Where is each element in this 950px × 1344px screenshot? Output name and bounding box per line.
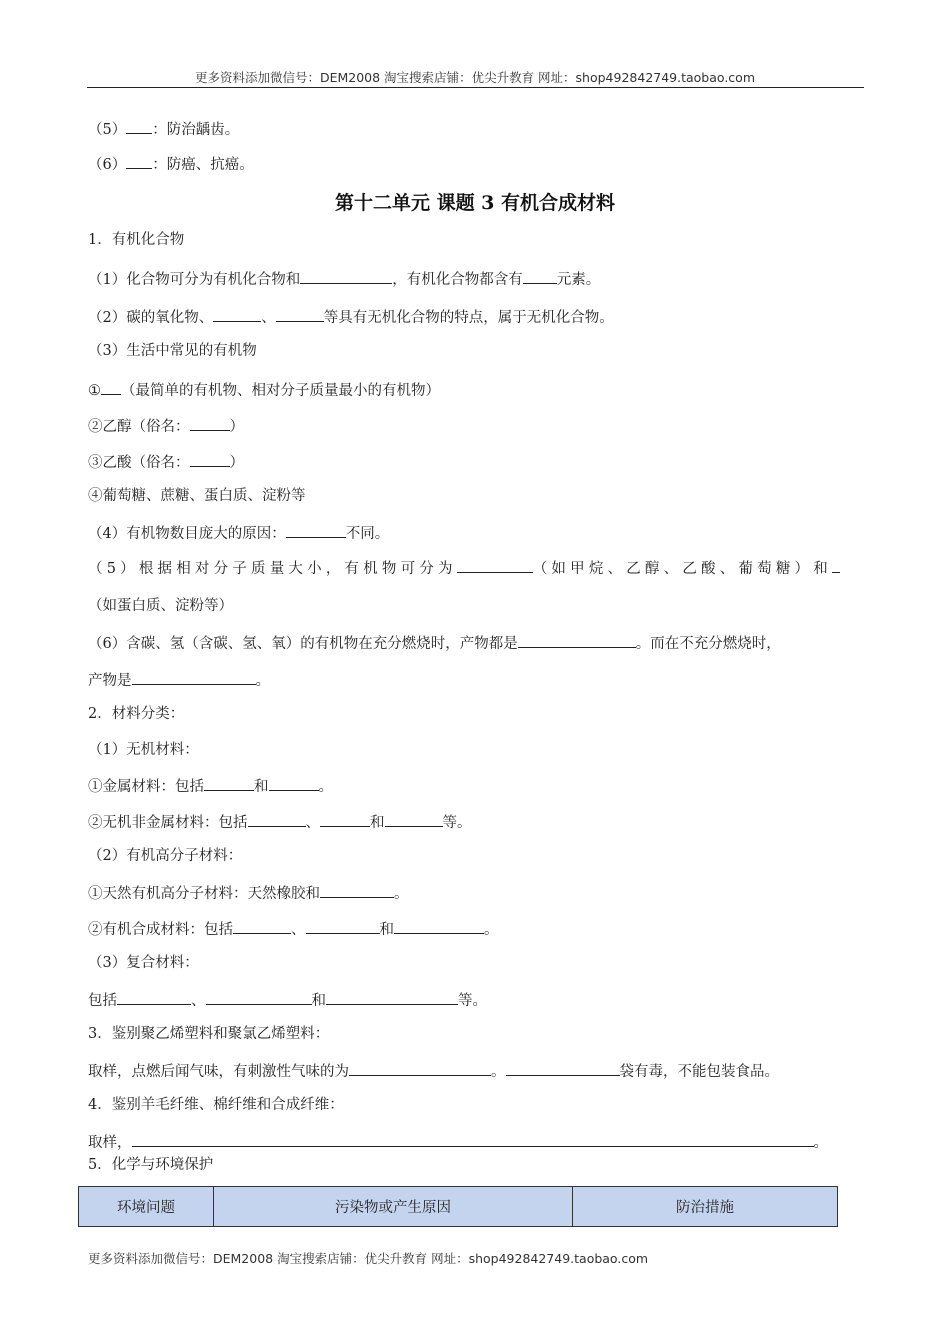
blank[interactable] xyxy=(457,557,533,573)
blank[interactable] xyxy=(300,268,392,284)
s2-natural: ①天然有机高分子材料：天然橡胶和 。 xyxy=(88,882,409,904)
s1-question-2: （2）碳的氧化物、 、 等具有无机化合物的特点，属于无机化合物。 xyxy=(88,306,614,328)
prev-item-5: （5） ：防治龋齿。 xyxy=(88,118,239,140)
blank[interactable] xyxy=(385,811,443,827)
s1-item-4: ④葡萄糖、蔗糖、蛋白质、淀粉等 xyxy=(88,488,306,504)
s2-part-2: （2）有机高分子材料： xyxy=(88,848,243,864)
page-header: 更多资料添加微信号：DEM2008 淘宝搜索店铺：优尖升教育 网址：shop492842749.taobao.com xyxy=(194,70,756,85)
s1-item-1: ① （最简单的有机物、相对分子质量最小的有机物） xyxy=(88,379,440,401)
blank[interactable] xyxy=(126,153,152,169)
s1-question-1: （1）化合物可分为有机化合物和 ，有机化合物都含有 元素。 xyxy=(88,268,600,290)
blank[interactable] xyxy=(306,918,380,934)
s2-metal: ①金属材料：包括 和 。 xyxy=(88,775,333,797)
s1-question-5-cont: （如蛋白质、淀粉等） xyxy=(88,598,233,614)
blank[interactable] xyxy=(117,989,191,1005)
blank[interactable] xyxy=(233,918,291,934)
blank[interactable] xyxy=(286,522,346,538)
s1-item-3: ③乙酸（俗名： ） xyxy=(88,451,244,473)
section-3-heading: 3．鉴别聚乙烯塑料和聚氯乙烯塑料： xyxy=(88,1026,330,1042)
section-5-heading: 5．化学与环境保护 xyxy=(88,1157,214,1173)
blank[interactable] xyxy=(190,415,230,431)
prev-item-6: （6） ：防癌、抗癌。 xyxy=(88,153,254,175)
blank[interactable] xyxy=(326,989,458,1005)
section-1-heading: 1．有机化合物 xyxy=(88,232,185,248)
blank[interactable] xyxy=(523,268,557,284)
s2-synthetic: ②有机合成材料：包括 、 和 。 xyxy=(88,918,499,940)
s1-question-6-cont: 产物是 。 xyxy=(88,669,270,691)
blank[interactable] xyxy=(320,811,370,827)
blank[interactable] xyxy=(190,451,230,467)
s2-part-1: （1）无机材料： xyxy=(88,742,199,758)
s4-text: 取样， 。 xyxy=(88,1131,828,1153)
s1-question-6: （6）含碳、氢（含碳、氢、氧）的有机物在充分燃烧时，产物都是 。而在不充分燃烧时， xyxy=(88,632,781,654)
blank[interactable] xyxy=(518,632,636,648)
blank[interactable] xyxy=(320,882,394,898)
blank[interactable] xyxy=(269,775,319,791)
blank[interactable] xyxy=(349,1060,491,1076)
blank[interactable] xyxy=(132,669,256,685)
blank[interactable] xyxy=(213,306,261,322)
section-2-heading: 2．材料分类： xyxy=(88,706,185,722)
blank[interactable] xyxy=(276,306,324,322)
blank[interactable] xyxy=(132,1131,814,1147)
page-footer: 更多资料添加微信号：DEM2008 淘宝搜索店铺：优尖升教育 网址：shop492842749.taobao.com xyxy=(88,1251,649,1266)
section-4-heading: 4．鉴别羊毛纤维、棉纤维和合成纤维： xyxy=(88,1097,344,1113)
s2-part-3: （3）复合材料： xyxy=(88,955,199,971)
blank[interactable] xyxy=(126,118,152,134)
s1-question-5: （5）根据相对分子质量大小，有机物可分为 （如甲烷、乙醇、乙酸、葡萄糖）和 xyxy=(88,557,840,579)
s1-question-4: （4）有机物数目庞大的原因： 不同。 xyxy=(88,522,389,544)
s2-composite: 包括 、 和 等。 xyxy=(88,989,487,1011)
s1-item-2: ②乙醇（俗名： ） xyxy=(88,415,244,437)
blank[interactable] xyxy=(394,918,484,934)
table-header-cell: 污染物或产生原因 xyxy=(214,1187,573,1227)
s1-question-3: （3）生活中常见的有机物 xyxy=(88,343,257,359)
table-header-cell: 防治措施 xyxy=(573,1187,838,1227)
blank[interactable] xyxy=(101,379,121,395)
page-title: 第十二单元 课题 3 有机合成材料 xyxy=(334,192,616,214)
blank[interactable] xyxy=(506,1060,620,1076)
blank[interactable] xyxy=(204,775,254,791)
environment-table xyxy=(78,1186,838,1227)
table-header-cell: 环境问题 xyxy=(79,1187,214,1227)
s3-text: 取样，点燃后闻气味，有刺激性气味的为 。 袋有毒，不能包装食品。 xyxy=(88,1060,779,1082)
blank[interactable] xyxy=(832,557,840,573)
table-header-row xyxy=(79,1187,838,1227)
blank[interactable] xyxy=(206,989,312,1005)
blank[interactable] xyxy=(248,811,306,827)
header-rule xyxy=(87,87,864,88)
s2-nonmetal: ②无机非金属材料：包括 、 和 等。 xyxy=(88,811,472,833)
